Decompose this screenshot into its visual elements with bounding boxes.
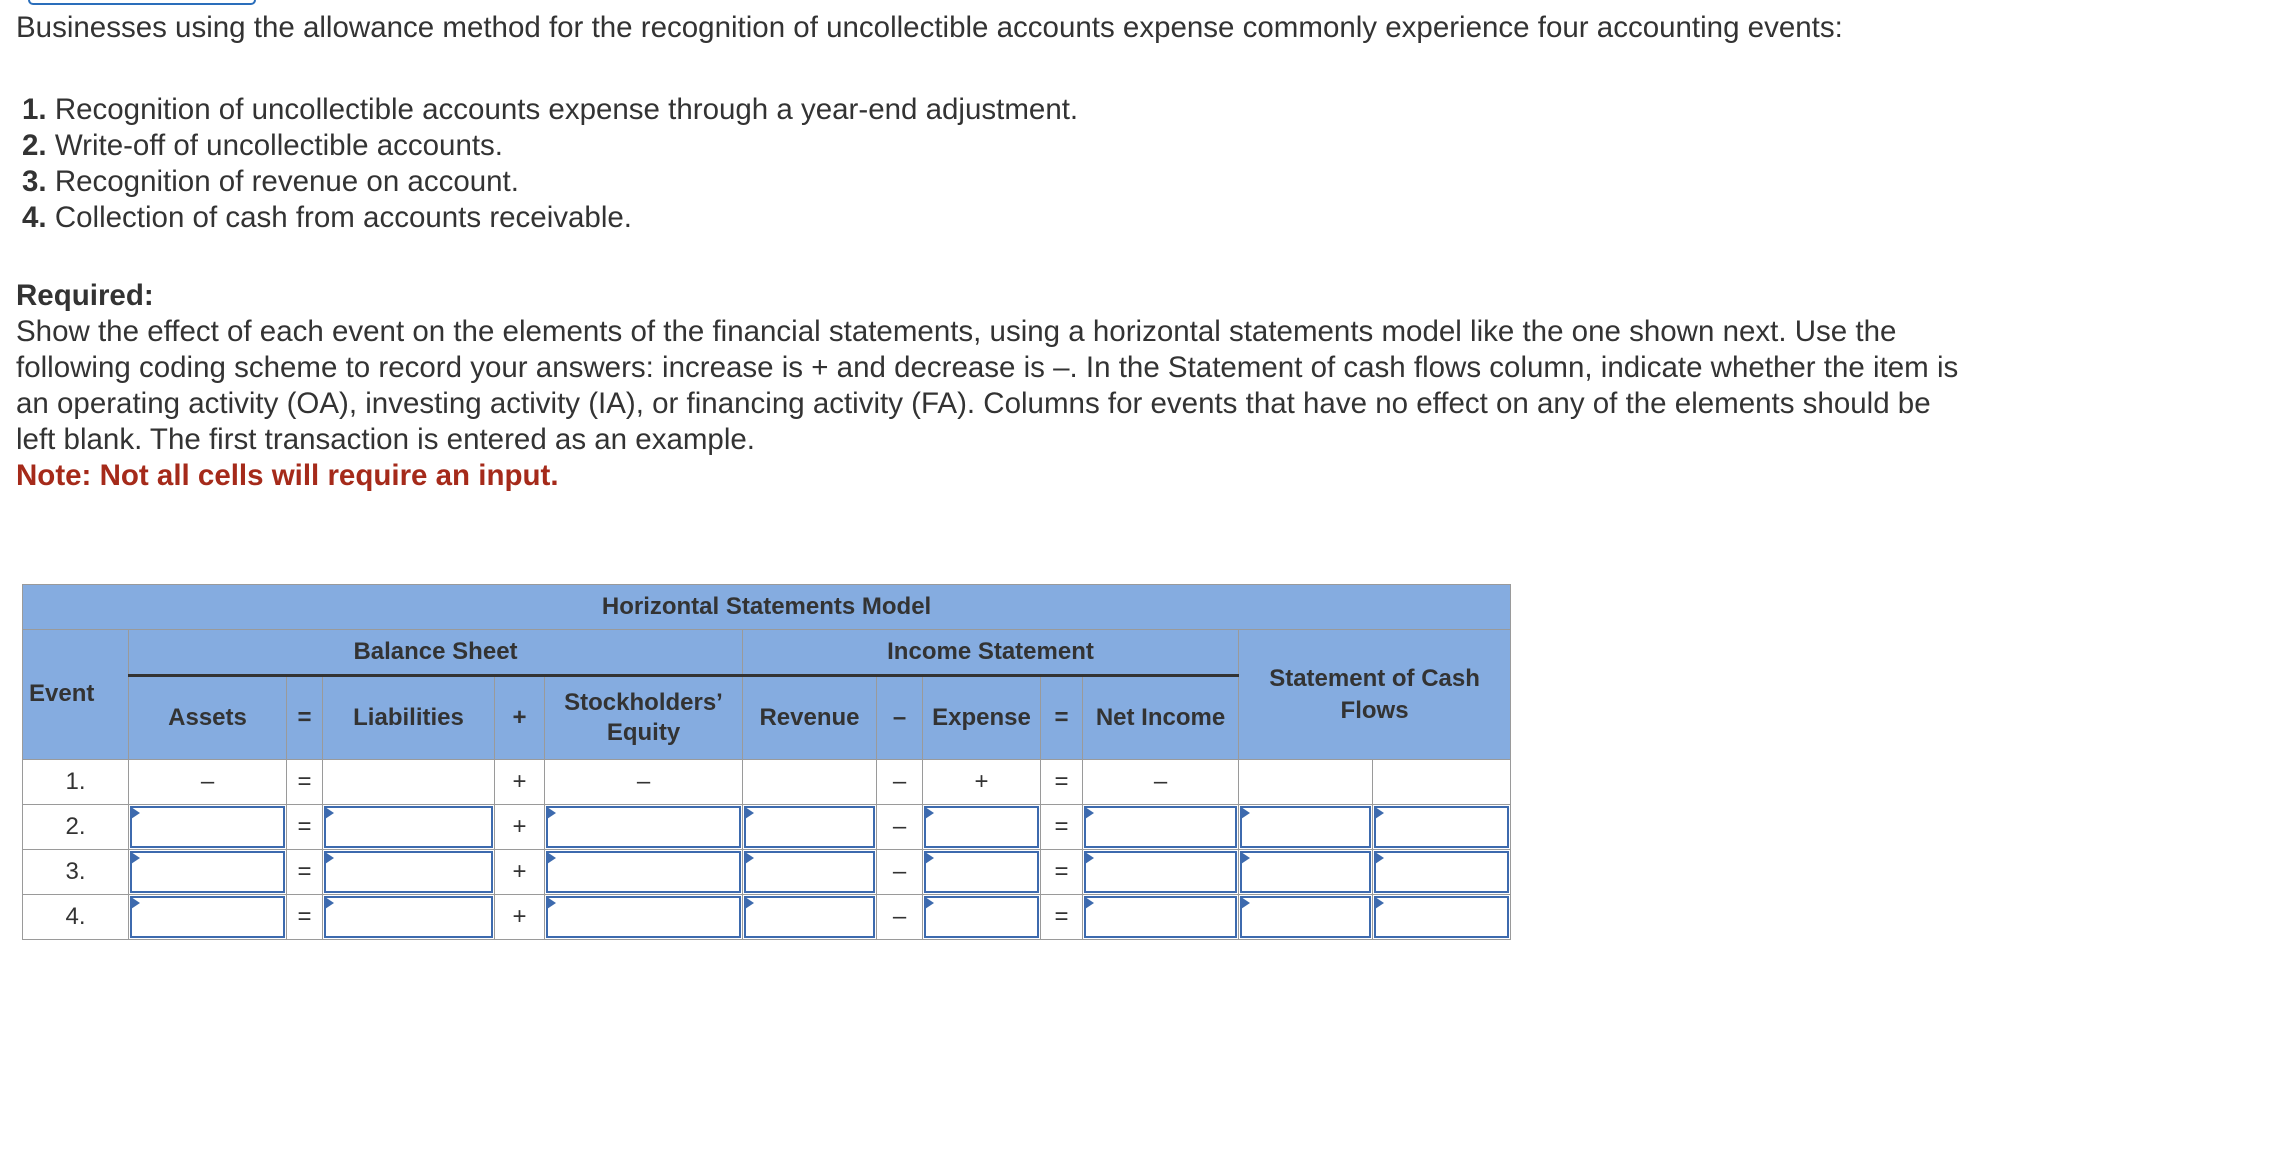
net-income-header: Net Income — [1083, 676, 1239, 760]
question-content — [16, 10, 1976, 494]
event-number-cell: 1. — [23, 760, 129, 805]
revenue-input[interactable] — [743, 850, 877, 895]
cash-flow-amount-input[interactable] — [1239, 895, 1373, 940]
net-income-cell: – — [1083, 760, 1239, 805]
input-marker-icon — [1375, 852, 1384, 864]
instructions-text: Show the effect of each event on the elements of the financial statements, using a horizontal statements model like the one shown next. Use the following coding scheme to record your answers: increase is + and decrease is –. In the Statement of cash flows column, indicate whether the item is an operating activity (OA), investing activity (IA), or financing activity (FA). Columns for events that have no effect on any of the elements should be left blank. The first transaction is entered as an example. — [16, 315, 1959, 456]
equals-operator-cell-2: = — [1041, 895, 1083, 940]
equity-input[interactable] — [545, 850, 743, 895]
top-tab-indicator — [28, 0, 256, 5]
cash-flow-amount-cell — [1239, 760, 1373, 805]
table-row — [23, 895, 1511, 940]
plus-operator-cell: + — [495, 850, 545, 895]
minus-operator-cell: – — [877, 895, 923, 940]
input-marker-icon — [547, 897, 556, 909]
expense-input[interactable] — [923, 895, 1041, 940]
plus-operator-cell: + — [495, 760, 545, 805]
input-marker-icon — [131, 807, 140, 819]
input-marker-icon — [1375, 807, 1384, 819]
cash-flow-amount-input[interactable] — [1239, 805, 1373, 850]
revenue-input[interactable] — [743, 895, 877, 940]
assets-cell: – — [129, 760, 287, 805]
equals-operator-cell-2: = — [1041, 760, 1083, 805]
expense-cell: + — [923, 760, 1041, 805]
cash-flow-activity-input[interactable] — [1373, 805, 1511, 850]
net-income-input[interactable] — [1083, 850, 1239, 895]
plus-operator-cell: + — [495, 895, 545, 940]
input-marker-icon — [325, 807, 334, 819]
table-title: Horizontal Statements Model — [23, 585, 1511, 630]
balance-sheet-header: Balance Sheet — [129, 630, 743, 676]
input-marker-icon — [547, 807, 556, 819]
list-item — [22, 200, 1976, 236]
minus-operator-cell: – — [877, 850, 923, 895]
event-text: Recognition of uncollectible accounts expense through a year-end adjustment. — [54, 93, 1079, 126]
input-marker-icon — [325, 852, 334, 864]
cash-flow-amount-input[interactable] — [1239, 850, 1373, 895]
revenue-input[interactable] — [743, 805, 877, 850]
assets-input[interactable] — [129, 895, 287, 940]
equity-input[interactable] — [545, 895, 743, 940]
expense-header: Expense — [923, 676, 1041, 760]
assets-header: Assets — [129, 676, 287, 760]
liabilities-input[interactable] — [323, 850, 495, 895]
table-row — [23, 850, 1511, 895]
input-marker-icon — [1375, 897, 1384, 909]
input-marker-icon — [547, 852, 556, 864]
list-item — [22, 164, 1976, 200]
equals-operator-header-2: = — [1041, 676, 1083, 760]
event-number: 4. — [22, 201, 47, 234]
liabilities-input[interactable] — [323, 805, 495, 850]
equals-operator-cell: = — [287, 895, 323, 940]
cash-flow-activity-input[interactable] — [1373, 850, 1511, 895]
stockholders-equity-header: Stockholders’ Equity — [545, 676, 743, 760]
intro-text: Businesses using the allowance method for the recognition of uncollectible accounts expense commonly experience four accounting events: — [16, 11, 1843, 44]
cash-flow-activity-cell — [1373, 760, 1511, 805]
cash-flow-activity-input[interactable] — [1373, 895, 1511, 940]
table-row — [23, 805, 1511, 850]
assets-input[interactable] — [129, 850, 287, 895]
event-number-cell: 4. — [23, 895, 129, 940]
input-marker-icon — [745, 852, 754, 864]
equals-operator-cell-2: = — [1041, 805, 1083, 850]
input-marker-icon — [325, 897, 334, 909]
input-marker-icon — [1241, 852, 1250, 864]
plus-operator-cell: + — [495, 805, 545, 850]
event-number-cell: 3. — [23, 850, 129, 895]
input-marker-icon — [925, 807, 934, 819]
plus-operator-header: + — [495, 676, 545, 760]
required-label: Required: — [16, 279, 154, 312]
expense-input[interactable] — [923, 805, 1041, 850]
minus-operator-header: – — [877, 676, 923, 760]
input-marker-icon — [1085, 852, 1094, 864]
input-marker-icon — [131, 852, 140, 864]
table-row — [23, 760, 1511, 805]
equals-operator-cell: = — [287, 850, 323, 895]
list-item — [22, 92, 1976, 128]
equals-operator-cell-2: = — [1041, 850, 1083, 895]
event-column-header: Event — [23, 630, 129, 760]
equals-operator-cell: = — [287, 760, 323, 805]
input-marker-icon — [925, 897, 934, 909]
equals-operator-header: = — [287, 676, 323, 760]
cash-flows-header: Statement of Cash Flows — [1239, 630, 1511, 760]
equals-operator-cell: = — [287, 805, 323, 850]
input-marker-icon — [1241, 897, 1250, 909]
expense-input[interactable] — [923, 850, 1041, 895]
equity-cell: – — [545, 760, 743, 805]
net-income-input[interactable] — [1083, 805, 1239, 850]
event-text: Collection of cash from accounts receivable. — [54, 201, 632, 234]
input-marker-icon — [1085, 807, 1094, 819]
input-marker-icon — [1085, 897, 1094, 909]
assets-input[interactable] — [129, 805, 287, 850]
net-income-input[interactable] — [1083, 895, 1239, 940]
input-marker-icon — [1241, 807, 1250, 819]
note-text: Note: Not all cells will require an input. — [16, 459, 559, 492]
input-marker-icon — [745, 807, 754, 819]
liabilities-header: Liabilities — [323, 676, 495, 760]
income-statement-header: Income Statement — [743, 630, 1239, 676]
revenue-header: Revenue — [743, 676, 877, 760]
event-text: Write-off of uncollectible accounts. — [54, 129, 504, 162]
equity-input[interactable] — [545, 805, 743, 850]
event-number: 2. — [22, 129, 47, 162]
liabilities-input[interactable] — [323, 895, 495, 940]
event-text: Recognition of revenue on account. — [54, 165, 519, 198]
minus-operator-cell: – — [877, 760, 923, 805]
event-number-cell: 2. — [23, 805, 129, 850]
revenue-cell — [743, 760, 877, 805]
horizontal-statements-model-table — [22, 584, 1511, 940]
list-item — [22, 128, 1976, 164]
event-number: 3. — [22, 165, 47, 198]
events-list — [16, 92, 1976, 236]
input-marker-icon — [925, 852, 934, 864]
event-number: 1. — [22, 93, 47, 126]
input-marker-icon — [745, 897, 754, 909]
input-marker-icon — [131, 897, 140, 909]
liabilities-cell — [323, 760, 495, 805]
minus-operator-cell: – — [877, 805, 923, 850]
